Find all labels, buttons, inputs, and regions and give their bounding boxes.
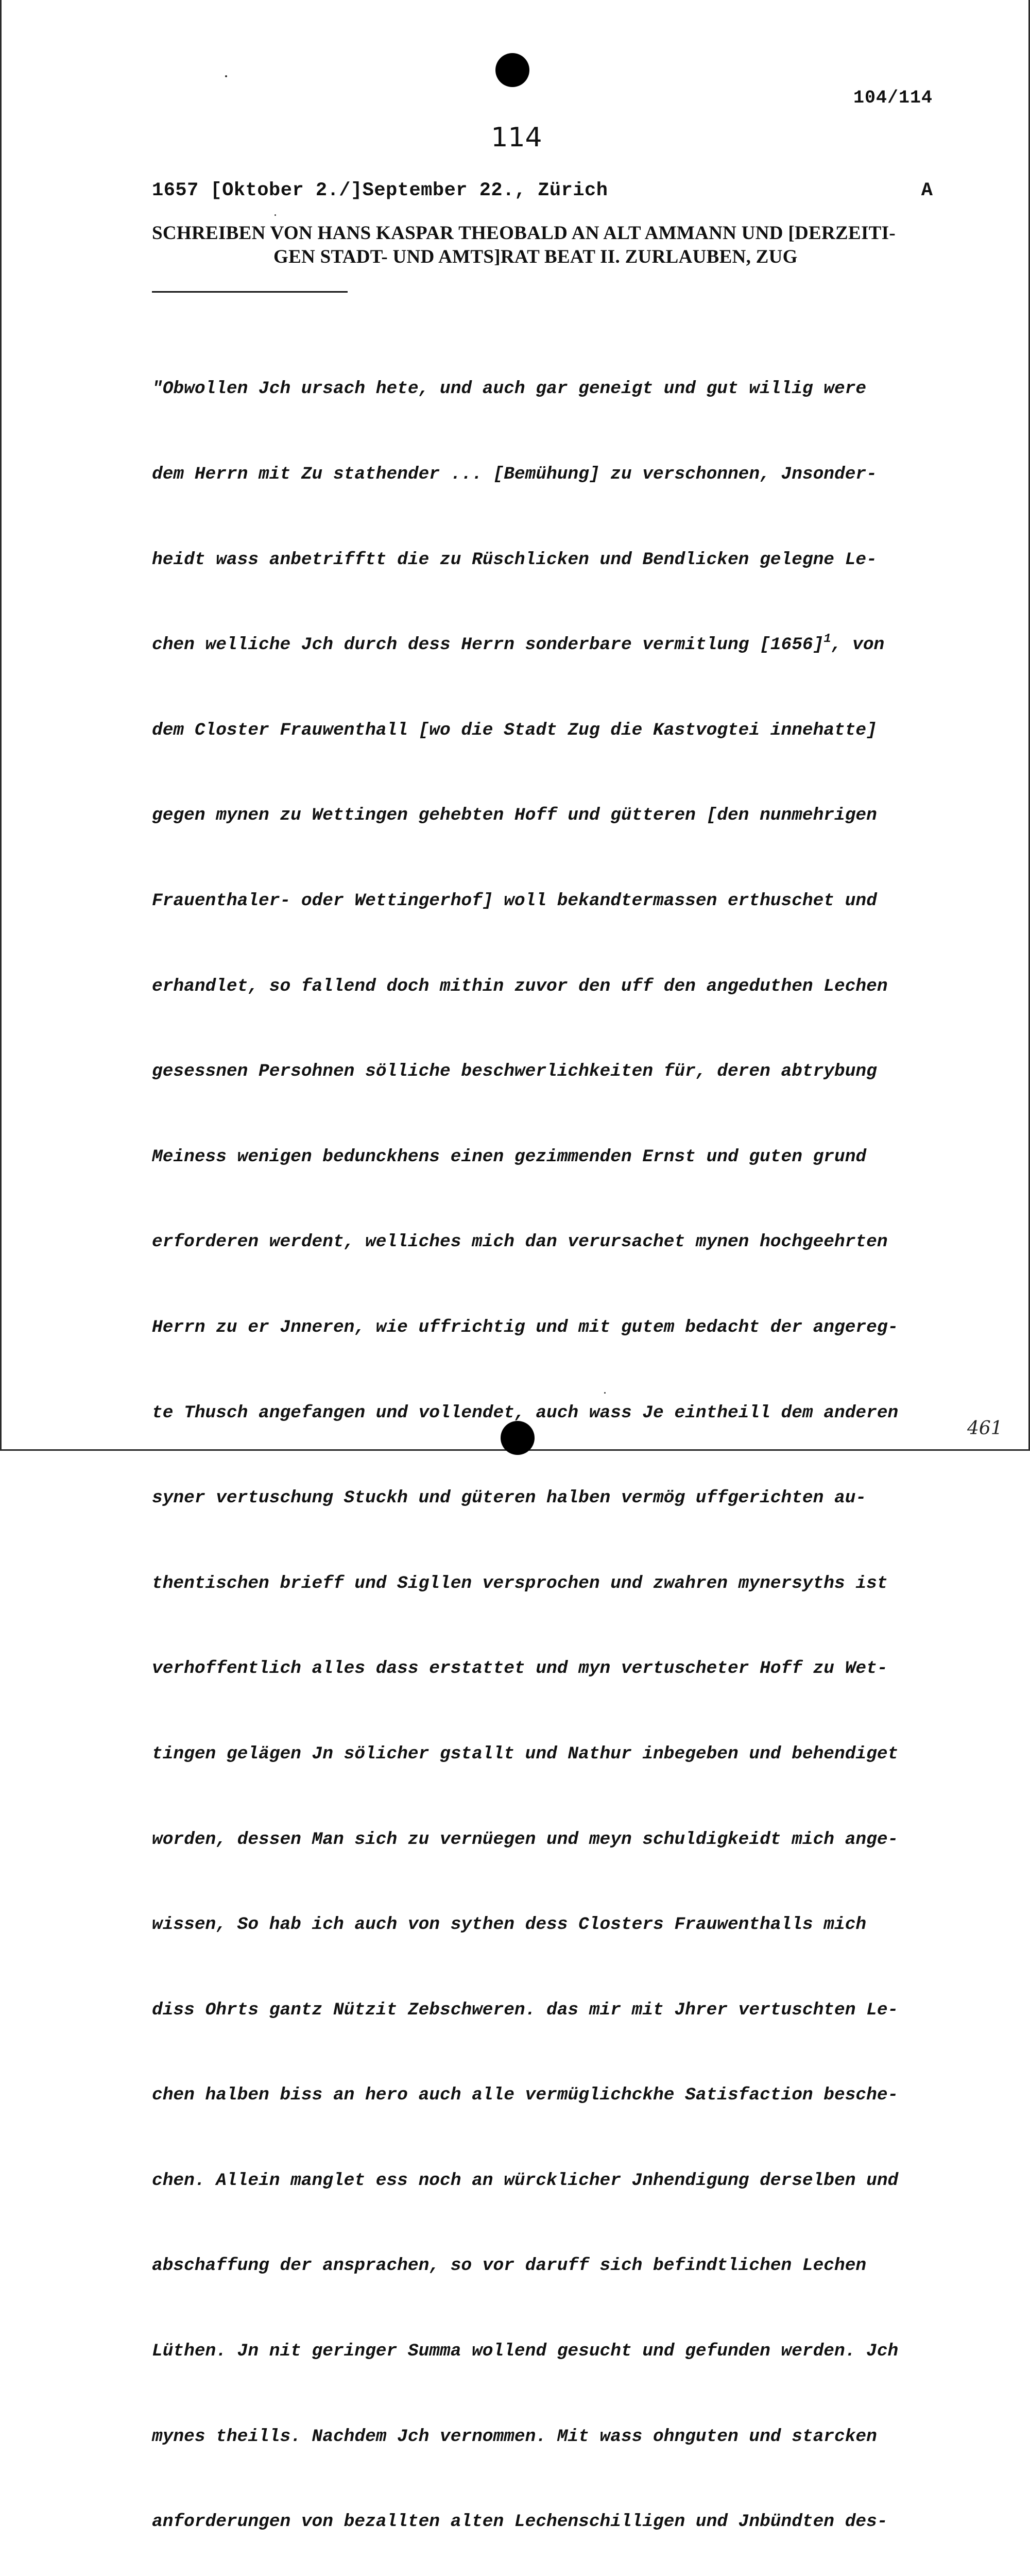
body-line: syner vertuschung Stuckh und güteren halben vermög uffgerichten au- — [152, 1488, 867, 1509]
body-line: erforderen werdent, welliches mich dan verursachet mynen hochgeehrten — [152, 1232, 888, 1252]
scan-speck — [225, 75, 227, 77]
title-line: SCHREIBEN VON HANS KASPAR THEOBALD AN ALT AMMANN UND [DERZEITI- — [152, 223, 896, 244]
body-line: verhoffentlich alles dass erstattet und myn vertuscheter Hoff zu Wet- — [152, 1658, 888, 1679]
body-line-part: , von — [831, 635, 885, 655]
scan-speck — [274, 214, 276, 216]
body-line: gegen mynen zu Wettingen gehebten Hoff und gütteren [den nunmehrigen — [152, 805, 877, 826]
footnote-marker: 1 — [823, 632, 831, 647]
body-line: dem Closter Frauwenthall [wo die Stadt Zug die Kastvogtei innehatte] — [152, 720, 877, 740]
document-title — [152, 222, 940, 269]
body-line: chen halben biss an hero auch alle vermüglichckhe Satisfaction besche- — [152, 2085, 899, 2106]
body-line: worden, dessen Man sich zu vernüegen und meyn schuldigkeidt mich ange- — [152, 1829, 899, 1850]
body-line: gesessnen Persohnen sölliche beschwerlichkeiten für, deren abtrybung — [152, 1061, 877, 1082]
body-line: Meiness wenigen bedunckhens einen gezimmenden Ernst und guten grund — [152, 1146, 867, 1167]
archive-reference: 104/114 — [853, 88, 933, 108]
body-line: abschaffung der ansprachen, so vor daruff sich befindtlichen Lechen — [152, 2256, 867, 2276]
title-divider — [152, 291, 348, 293]
body-line-part: chen welliche Jch durch dess Herrn sonderbare vermitlung [1656] — [152, 635, 824, 655]
title-line: GEN STADT- UND AMTS]RAT BEAT II. ZURLAUBEN, ZUG — [273, 246, 798, 267]
body-line: thentischen brieff und Sigllen versprochen und zwahren mynersyths ist — [152, 1573, 888, 1594]
letter-body — [152, 318, 945, 2576]
body-line: "Obwollen Jch ursach hete, und auch gar geneigt und gut willig were — [152, 379, 867, 399]
body-line: erhandlet, so fallend doch mithin zuvor den uff den angeduthen Lechen — [152, 976, 888, 996]
body-line — [152, 631, 945, 659]
date-line: 1657 [Oktober 2./]September 22., Zürich — [152, 180, 608, 201]
body-line: mynes theills. Nachdem Jch vernommen. Mit wass ohnguten und starcken — [152, 2426, 877, 2447]
body-line: Frauenthaler- oder Wettingerhof] woll bekandtermassen erthuschet und — [152, 890, 877, 911]
body-line: wissen, So hab ich auch von sythen dess Closters Frauwenthalls mich — [152, 1914, 867, 1935]
document-number: 114 — [491, 122, 542, 153]
variant-marker: A — [921, 180, 933, 201]
body-line: dem Herrn mit Zu stathender ... [Bemühung] zu verschonnen, Jnsonder- — [152, 464, 877, 484]
body-line: te Thusch angefangen und vollendet, auch wass Je eintheill dem anderen — [152, 1402, 899, 1423]
punch-hole-top — [495, 53, 529, 87]
body-line: Lüthen. Jn nit geringer Summa wollend gesucht und gefunden werden. Jch — [152, 2341, 899, 2362]
body-line: diss Ohrts gantz Nützit Zebschweren. das mir mit Jhrer vertuschten Le- — [152, 1999, 899, 2020]
body-line: tingen gelägen Jn sölicher gstallt und Nathur inbegeben und behendiget — [152, 1743, 899, 1764]
body-line: Herrn zu er Jnneren, wie uffrichtig und mit gutem bedacht der angereg- — [152, 1317, 899, 1337]
handwritten-page-note: 461 — [967, 1418, 1003, 1439]
body-line: anforderungen von bezallten alten Lechenschilligen und Jnbündten des- — [152, 2512, 888, 2532]
body-line: chen. Allein manglet ess noch an würcklicher Jnhendigung derselben und — [152, 2170, 899, 2191]
body-line: heidt wass anbetrifftt die zu Rüschlicken und Bendlicken gelegne Le- — [152, 549, 877, 570]
